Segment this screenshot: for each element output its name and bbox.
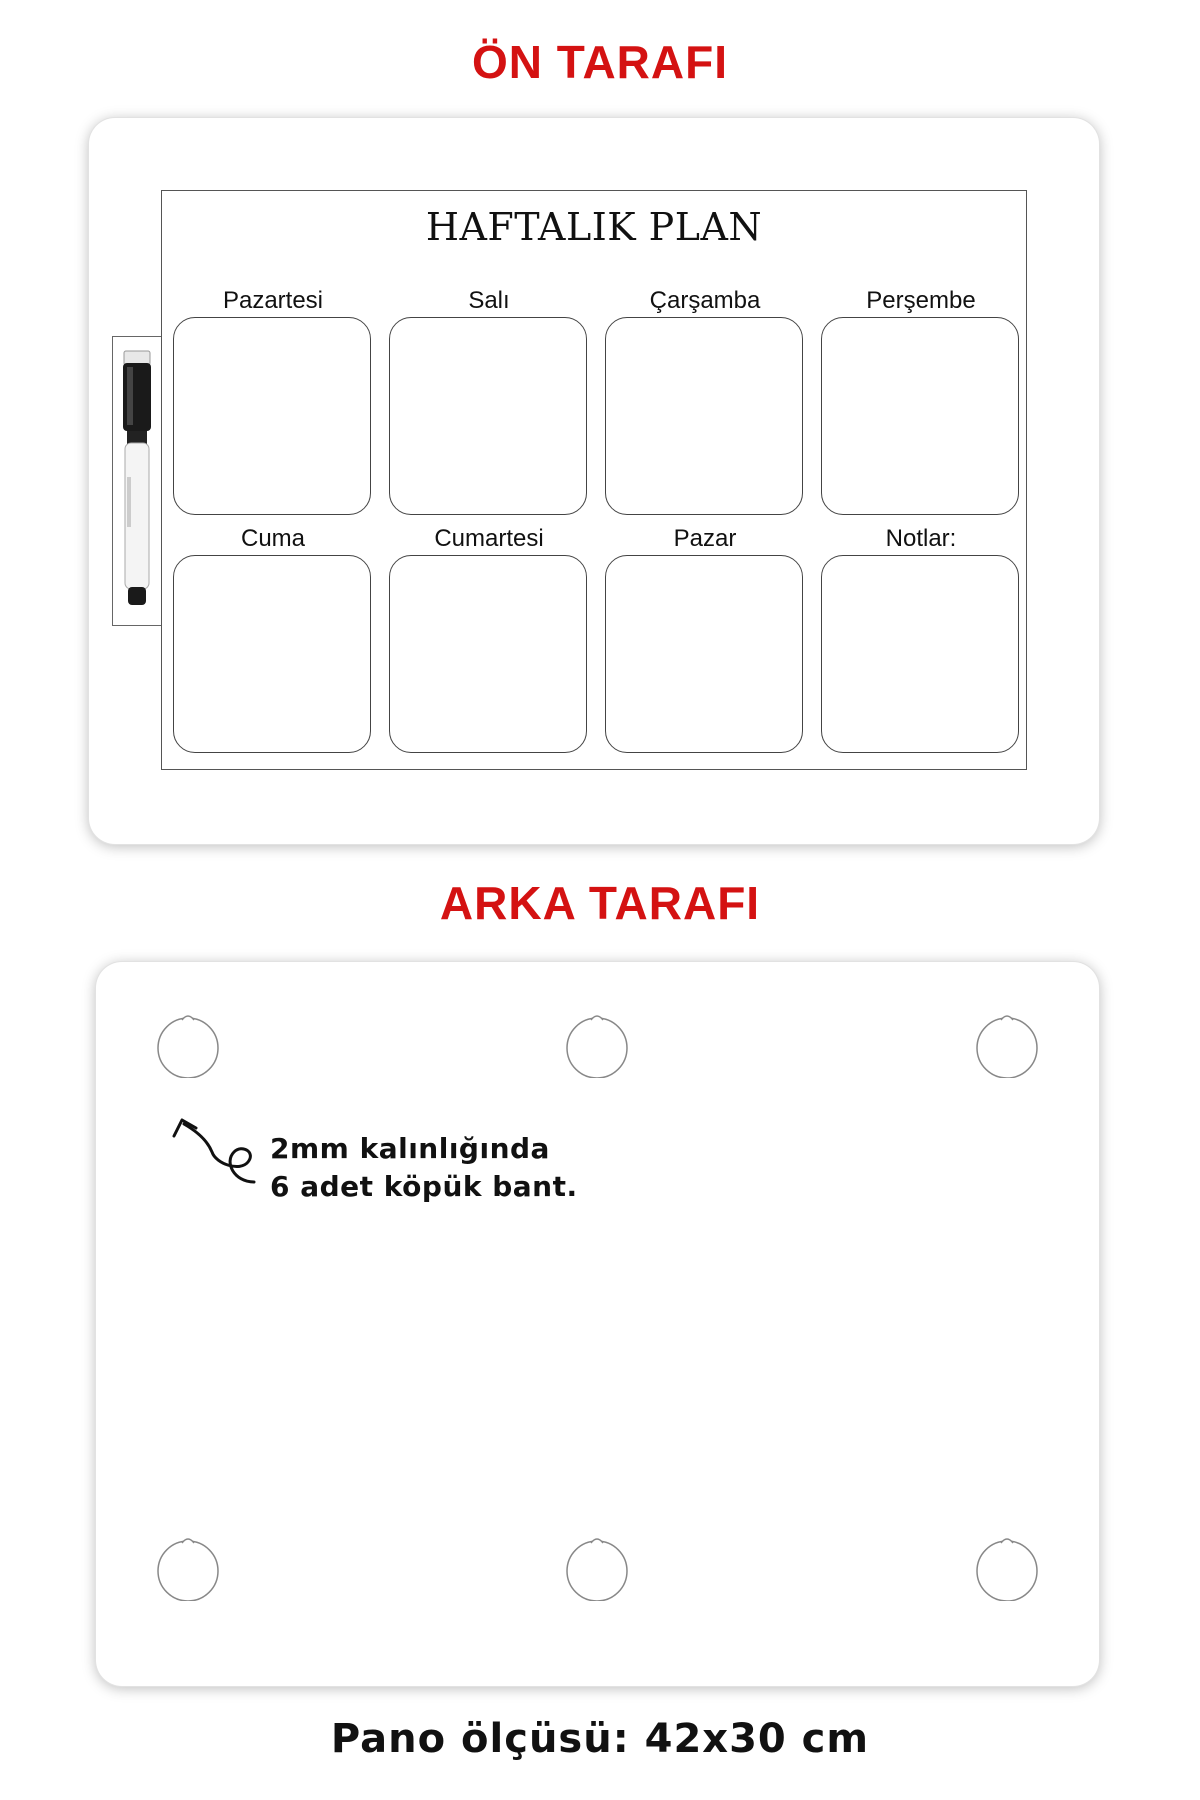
front-whiteboard — [89, 118, 1099, 844]
day-box[interactable] — [173, 555, 371, 753]
marker-holder — [112, 336, 162, 626]
day-cell-saturday — [389, 523, 589, 753]
day-cell-friday — [173, 523, 373, 753]
curly-arrow-icon — [164, 1102, 264, 1192]
day-cell-sunday — [605, 523, 805, 753]
foam-tape-icon — [974, 1012, 1040, 1078]
foam-tape-note — [270, 1130, 578, 1206]
foam-tape-icon — [974, 1535, 1040, 1601]
foam-tape-icon — [155, 1535, 221, 1601]
board-size-caption: Pano ölçüsü: 42x30 cm — [330, 1716, 870, 1762]
day-cell-tuesday — [389, 285, 589, 515]
plan-title: HAFTALIK PLAN — [425, 205, 763, 249]
day-cell-thursday — [821, 285, 1021, 515]
day-label: Perşembe — [866, 287, 976, 314]
day-cell-notes — [821, 523, 1021, 753]
day-box[interactable] — [821, 317, 1019, 515]
foam-tape-icon — [564, 1535, 630, 1601]
back-side-heading: ARKA TARAFI — [439, 877, 761, 929]
day-box[interactable] — [389, 317, 587, 515]
day-box[interactable] — [605, 317, 803, 515]
day-box[interactable] — [821, 555, 1019, 753]
day-box[interactable] — [605, 555, 803, 753]
day-cell-monday — [173, 285, 373, 515]
tape-note-line-1: 2mm kalınlığında — [270, 1132, 550, 1165]
day-label: Notlar: — [885, 525, 957, 552]
day-label: Cuma — [240, 525, 306, 552]
foam-tape-icon — [155, 1012, 221, 1078]
day-box[interactable] — [389, 555, 587, 753]
day-label: Çarşamba — [649, 287, 761, 314]
day-label: Pazartesi — [222, 287, 324, 314]
foam-tape-icon — [564, 1012, 630, 1078]
front-side-heading: ÖN TARAFI — [471, 36, 728, 88]
day-label: Pazar — [673, 525, 737, 552]
marker-pen-icon — [113, 337, 163, 627]
day-cell-wednesday — [605, 285, 805, 515]
day-label: Salı — [468, 287, 510, 314]
back-whiteboard — [96, 962, 1099, 1686]
day-label: Cumartesi — [434, 525, 544, 552]
day-box[interactable] — [173, 317, 371, 515]
tape-note-line-2: 6 adet köpük bant. — [270, 1170, 578, 1203]
weekly-plan-sheet — [161, 190, 1027, 770]
